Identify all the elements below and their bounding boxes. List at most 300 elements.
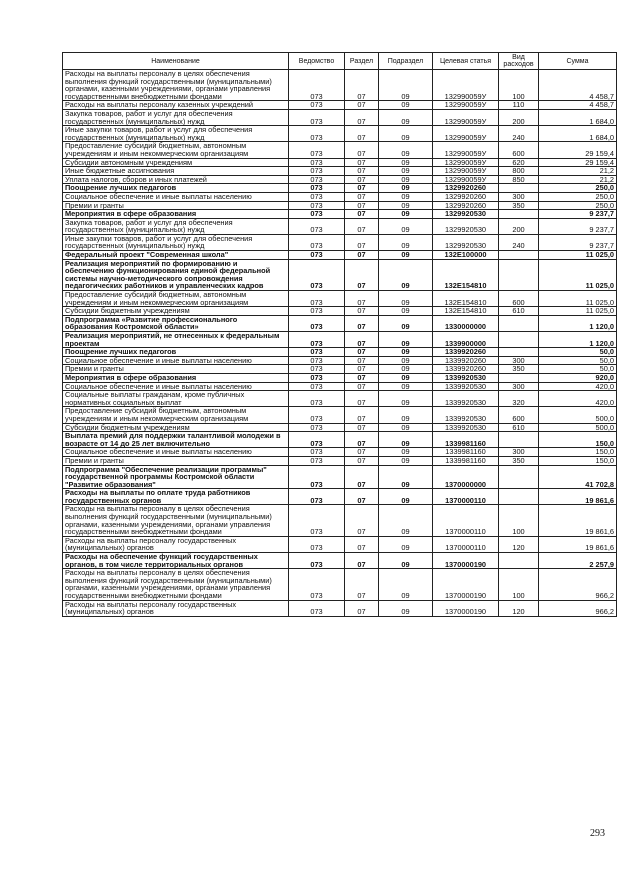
cell-vedomstvo: 073 [289,251,345,260]
cell-razdel: 07 [345,373,379,382]
cell-podrazdel: 09 [379,489,433,505]
cell-podrazdel: 09 [379,175,433,184]
cell-summa: 50,0 [539,365,617,374]
cell-razdel: 07 [345,315,379,331]
cell-celevaya-statya: 132990059У [433,175,499,184]
cell-razdel: 07 [345,423,379,432]
cell-celevaya-statya: 1370000190 [433,600,499,616]
cell-podrazdel: 09 [379,505,433,536]
cell-vedomstvo: 073 [289,184,345,193]
cell-razdel: 07 [345,407,379,423]
cell-podrazdel: 09 [379,432,433,448]
cell-summa: 9 237,7 [539,210,617,219]
cell-name: Расходы на выплаты персоналу в целях обеспечения выполнения функций государственными (муниципальными) органами, казенными учреждениями, органами управления государственными внебюджетными фондами [63,70,289,101]
cell-razdel: 07 [345,251,379,260]
cell-podrazdel: 09 [379,291,433,307]
cell-razdel: 07 [345,70,379,101]
cell-razdel: 07 [345,348,379,357]
cell-celevaya-statya: 1329920530 [433,234,499,250]
cell-celevaya-statya: 1339920530 [433,423,499,432]
table-row [63,505,617,536]
cell-summa: 150,0 [539,448,617,457]
header-vedomstvo: Ведомство [289,53,345,70]
cell-podrazdel: 09 [379,192,433,201]
cell-summa: 19 861,6 [539,536,617,552]
header-podrazdel: Подраздел [379,53,433,70]
header-summa: Сумма [539,53,617,70]
cell-summa: 11 025,0 [539,259,617,290]
cell-podrazdel: 09 [379,184,433,193]
cell-podrazdel: 09 [379,569,433,600]
cell-vid-raskhodov: 620 [499,158,539,167]
cell-vedomstvo: 073 [289,101,345,110]
cell-vid-raskhodov: 610 [499,423,539,432]
cell-name: Расходы на выплаты персоналу государственных (муниципальных) органов [63,600,289,616]
cell-vedomstvo: 073 [289,407,345,423]
cell-vedomstvo: 073 [289,70,345,101]
cell-summa: 9 237,7 [539,218,617,234]
cell-summa: 50,0 [539,356,617,365]
cell-razdel: 07 [345,218,379,234]
cell-podrazdel: 09 [379,251,433,260]
cell-podrazdel: 09 [379,373,433,382]
cell-vedomstvo: 073 [289,234,345,250]
cell-summa: 966,2 [539,569,617,600]
cell-vedomstvo: 073 [289,109,345,125]
table-row [63,332,617,348]
cell-name: Федеральный проект "Современная школа" [63,251,289,260]
cell-podrazdel: 09 [379,101,433,110]
cell-name: Выплата премий для поддержки талантливой молодежи в возрасте от 14 до 25 лет включительно [63,432,289,448]
cell-name: Премии и гранты [63,201,289,210]
cell-summa: 9 237,7 [539,234,617,250]
cell-name: Премии и гранты [63,456,289,465]
cell-razdel: 07 [345,234,379,250]
cell-vedomstvo: 073 [289,175,345,184]
cell-podrazdel: 09 [379,456,433,465]
cell-vid-raskhodov [499,332,539,348]
cell-vedomstvo: 073 [289,391,345,407]
cell-vedomstvo: 073 [289,448,345,457]
cell-razdel: 07 [345,432,379,448]
cell-summa: 19 861,6 [539,505,617,536]
cell-vedomstvo: 073 [289,382,345,391]
cell-razdel: 07 [345,553,379,569]
cell-celevaya-statya: 132E100000 [433,251,499,260]
cell-razdel: 07 [345,365,379,374]
cell-summa: 420,0 [539,382,617,391]
cell-vid-raskhodov: 600 [499,407,539,423]
table-row [63,569,617,600]
cell-vid-raskhodov [499,373,539,382]
cell-razdel: 07 [345,192,379,201]
table-row [63,536,617,552]
cell-celevaya-statya: 1370000110 [433,489,499,505]
cell-summa: 29 159,4 [539,142,617,158]
table-row [63,126,617,142]
cell-summa: 4 458,7 [539,70,617,101]
cell-razdel: 07 [345,291,379,307]
cell-vid-raskhodov [499,251,539,260]
cell-name: Уплата налогов, сборов и иных платежей [63,175,289,184]
cell-vid-raskhodov [499,489,539,505]
cell-vedomstvo: 073 [289,505,345,536]
cell-razdel: 07 [345,126,379,142]
cell-summa: 1 684,0 [539,126,617,142]
cell-vedomstvo: 073 [289,373,345,382]
cell-vedomstvo: 073 [289,332,345,348]
cell-celevaya-statya: 1339981160 [433,456,499,465]
cell-name: Поощрение лучших педагогов [63,348,289,357]
cell-celevaya-statya: 1329920530 [433,210,499,219]
cell-celevaya-statya: 132990059У [433,109,499,125]
cell-name: Закупка товаров, работ и услуг для обеспечения государственных (муниципальных) нужд [63,109,289,125]
cell-name: Социальное обеспечение и иные выплаты населению [63,192,289,201]
cell-vid-raskhodov: 850 [499,175,539,184]
cell-celevaya-statya: 132990059У [433,70,499,101]
cell-vid-raskhodov: 200 [499,109,539,125]
cell-summa: 41 702,8 [539,465,617,489]
cell-vid-raskhodov [499,432,539,448]
cell-vid-raskhodov: 300 [499,448,539,457]
cell-razdel: 07 [345,109,379,125]
cell-vedomstvo: 073 [289,423,345,432]
cell-vedomstvo: 073 [289,356,345,365]
cell-celevaya-statya: 1370000110 [433,505,499,536]
cell-vid-raskhodov: 320 [499,391,539,407]
cell-celevaya-statya: 1329920260 [433,192,499,201]
table-row [63,373,617,382]
cell-summa: 1 120,0 [539,332,617,348]
cell-name: Предоставление субсидий бюджетным, автономным учреждениям и иным некоммерческим организациям [63,407,289,423]
cell-celevaya-statya: 132E154810 [433,307,499,316]
cell-name: Мероприятия в сфере образования [63,210,289,219]
cell-podrazdel: 09 [379,465,433,489]
cell-podrazdel: 09 [379,348,433,357]
cell-vid-raskhodov: 350 [499,201,539,210]
cell-name: Субсидии бюджетным учреждениям [63,423,289,432]
cell-celevaya-statya: 1339920260 [433,365,499,374]
table-row [63,448,617,457]
cell-vedomstvo: 073 [289,307,345,316]
cell-summa: 50,0 [539,348,617,357]
table-row [63,259,617,290]
cell-razdel: 07 [345,569,379,600]
cell-vedomstvo: 073 [289,126,345,142]
table-row [63,234,617,250]
cell-razdel: 07 [345,167,379,176]
cell-name: Подпрограмма "Обеспечение реализации программы" государственной программы Костромской области "Развитие образования" [63,465,289,489]
cell-podrazdel: 09 [379,407,433,423]
cell-razdel: 07 [345,307,379,316]
cell-name: Субсидии бюджетным учреждениям [63,307,289,316]
table-row [63,291,617,307]
cell-celevaya-statya: 1329920260 [433,201,499,210]
cell-vid-raskhodov [499,210,539,219]
cell-vid-raskhodov: 800 [499,167,539,176]
cell-name: Расходы на выплаты по оплате труда работников государственных органов [63,489,289,505]
cell-name: Социальные выплаты гражданам, кроме публичных нормативных социальных выплат [63,391,289,407]
cell-name: Социальное обеспечение и иные выплаты населению [63,356,289,365]
cell-vid-raskhodov: 300 [499,192,539,201]
cell-vid-raskhodov: 110 [499,101,539,110]
cell-name: Расходы на выплаты персоналу казенных учреждений [63,101,289,110]
header-name: Наименование [63,53,289,70]
cell-razdel: 07 [345,448,379,457]
cell-name: Иные бюджетные ассигнования [63,167,289,176]
cell-celevaya-statya: 1370000000 [433,465,499,489]
table-row [63,489,617,505]
cell-vedomstvo: 073 [289,315,345,331]
table-row [63,553,617,569]
cell-vedomstvo: 073 [289,465,345,489]
cell-podrazdel: 09 [379,158,433,167]
cell-vid-raskhodov: 300 [499,382,539,391]
cell-name: Социальное обеспечение и иные выплаты населению [63,448,289,457]
cell-name: Мероприятия в сфере образования [63,373,289,382]
cell-celevaya-statya: 1339920530 [433,382,499,391]
cell-vid-raskhodov: 600 [499,142,539,158]
cell-vedomstvo: 073 [289,167,345,176]
table-row [63,465,617,489]
cell-vid-raskhodov: 300 [499,356,539,365]
cell-podrazdel: 09 [379,356,433,365]
cell-razdel: 07 [345,505,379,536]
cell-vedomstvo: 073 [289,432,345,448]
cell-summa: 29 159,4 [539,158,617,167]
cell-vid-raskhodov: 120 [499,600,539,616]
cell-razdel: 07 [345,465,379,489]
cell-vid-raskhodov [499,465,539,489]
budget-table [62,52,617,617]
cell-summa: 21,2 [539,175,617,184]
header-razdel: Раздел [345,53,379,70]
cell-name: Предоставление субсидий бюджетным, автономным учреждениям и иным некоммерческим организациям [63,142,289,158]
cell-vid-raskhodov: 200 [499,218,539,234]
cell-vedomstvo: 073 [289,142,345,158]
cell-razdel: 07 [345,210,379,219]
cell-razdel: 07 [345,158,379,167]
cell-podrazdel: 09 [379,600,433,616]
cell-vid-raskhodov: 350 [499,365,539,374]
cell-podrazdel: 09 [379,448,433,457]
cell-podrazdel: 09 [379,536,433,552]
cell-name: Иные закупки товаров, работ и услуг для обеспечения государственных (муниципальных) нужд [63,126,289,142]
cell-vid-raskhodov [499,315,539,331]
cell-celevaya-statya: 132990059У [433,126,499,142]
cell-name: Премии и гранты [63,365,289,374]
cell-vid-raskhodov: 120 [499,536,539,552]
cell-celevaya-statya: 1339920260 [433,348,499,357]
cell-celevaya-statya: 132990059У [433,158,499,167]
cell-razdel: 07 [345,489,379,505]
table-row [63,142,617,158]
cell-name: Субсидии автономным учреждениям [63,158,289,167]
cell-podrazdel: 09 [379,315,433,331]
cell-name: Поощрение лучших педагогов [63,184,289,193]
cell-celevaya-statya: 1330000000 [433,315,499,331]
cell-name: Расходы на выплаты персоналу в целях обеспечения выполнения функций государственными (муниципальными) органами, казенными учреждениями, органами управления государственными внебюджетными фондами [63,569,289,600]
cell-summa: 250,0 [539,192,617,201]
header-vid-raskhodov: Вид расходов [499,53,539,70]
cell-razdel: 07 [345,259,379,290]
table-body [63,70,617,617]
cell-summa: 1 120,0 [539,315,617,331]
cell-celevaya-statya: 1370000190 [433,569,499,600]
cell-razdel: 07 [345,142,379,158]
cell-vedomstvo: 073 [289,536,345,552]
cell-podrazdel: 09 [379,142,433,158]
cell-summa: 150,0 [539,432,617,448]
cell-summa: 250,0 [539,201,617,210]
table-header-row [63,53,617,70]
cell-celevaya-statya: 1329920530 [433,218,499,234]
cell-podrazdel: 09 [379,423,433,432]
cell-razdel: 07 [345,356,379,365]
cell-vedomstvo: 073 [289,218,345,234]
cell-vedomstvo: 073 [289,569,345,600]
cell-vedomstvo: 073 [289,291,345,307]
table-row [63,315,617,331]
cell-podrazdel: 09 [379,365,433,374]
cell-celevaya-statya: 1339900000 [433,332,499,348]
cell-podrazdel: 09 [379,234,433,250]
table-row [63,192,617,201]
table-row [63,391,617,407]
cell-name: Реализация мероприятий, не отнесенных к федеральным проектам [63,332,289,348]
table-row [63,109,617,125]
cell-vid-raskhodov: 610 [499,307,539,316]
cell-vedomstvo: 073 [289,365,345,374]
cell-podrazdel: 09 [379,391,433,407]
table-row [63,210,617,219]
cell-celevaya-statya: 132990059У [433,167,499,176]
cell-celevaya-statya: 1339920530 [433,373,499,382]
cell-celevaya-statya: 1339981160 [433,448,499,457]
cell-podrazdel: 09 [379,201,433,210]
cell-celevaya-statya: 1329920260 [433,184,499,193]
table-row [63,356,617,365]
cell-celevaya-statya: 132E154810 [433,291,499,307]
cell-vedomstvo: 073 [289,489,345,505]
cell-summa: 2 257,9 [539,553,617,569]
cell-vid-raskhodov: 240 [499,234,539,250]
cell-vid-raskhodov: 100 [499,569,539,600]
cell-summa: 150,0 [539,456,617,465]
cell-razdel: 07 [345,536,379,552]
cell-celevaya-statya: 1370000110 [433,536,499,552]
cell-celevaya-statya: 1339920530 [433,407,499,423]
cell-podrazdel: 09 [379,70,433,101]
cell-vedomstvo: 073 [289,192,345,201]
cell-podrazdel: 09 [379,126,433,142]
table-row [63,348,617,357]
cell-summa: 19 861,6 [539,489,617,505]
cell-podrazdel: 09 [379,218,433,234]
cell-name: Иные закупки товаров, работ и услуг для обеспечения государственных (муниципальных) нужд [63,234,289,250]
cell-summa: 11 025,0 [539,307,617,316]
cell-vid-raskhodov: 600 [499,291,539,307]
cell-podrazdel: 09 [379,109,433,125]
cell-vedomstvo: 073 [289,553,345,569]
cell-podrazdel: 09 [379,332,433,348]
cell-razdel: 07 [345,391,379,407]
cell-celevaya-statya: 1339920530 [433,391,499,407]
table-row [63,218,617,234]
cell-vid-raskhodov: 100 [499,505,539,536]
cell-vid-raskhodov: 350 [499,456,539,465]
cell-summa: 966,2 [539,600,617,616]
cell-razdel: 07 [345,332,379,348]
page-number: 293 [590,828,605,839]
cell-vedomstvo: 073 [289,600,345,616]
cell-summa: 11 025,0 [539,251,617,260]
table-row [63,456,617,465]
cell-name: Закупка товаров, работ и услуг для обеспечения государственных (муниципальных) нужд [63,218,289,234]
cell-summa: 420,0 [539,391,617,407]
cell-summa: 4 458,7 [539,101,617,110]
cell-podrazdel: 09 [379,210,433,219]
cell-summa: 11 025,0 [539,291,617,307]
cell-vedomstvo: 073 [289,259,345,290]
table-row [63,600,617,616]
cell-name: Подпрограмма «Развитие профессионального образования Костромской области» [63,315,289,331]
cell-podrazdel: 09 [379,259,433,290]
cell-name: Реализация мероприятий по формированию и обеспечению функционирования единой федеральной системы научно-методического сопровождения педагогических работников и управленческих кадров [63,259,289,290]
table-row [63,167,617,176]
cell-podrazdel: 09 [379,307,433,316]
cell-summa: 1 684,0 [539,109,617,125]
cell-summa: 21,2 [539,167,617,176]
cell-razdel: 07 [345,175,379,184]
cell-vedomstvo: 073 [289,210,345,219]
cell-summa: 500,0 [539,407,617,423]
cell-vedomstvo: 073 [289,201,345,210]
cell-summa: 920,0 [539,373,617,382]
cell-vedomstvo: 073 [289,456,345,465]
cell-celevaya-statya: 1339981160 [433,432,499,448]
cell-vedomstvo: 073 [289,158,345,167]
cell-celevaya-statya: 132990059У [433,101,499,110]
cell-summa: 250,0 [539,184,617,193]
cell-podrazdel: 09 [379,553,433,569]
cell-razdel: 07 [345,600,379,616]
cell-celevaya-statya: 132990059У [433,142,499,158]
cell-vid-raskhodov [499,553,539,569]
cell-celevaya-statya: 1370000190 [433,553,499,569]
table-row [63,432,617,448]
cell-celevaya-statya: 1339920260 [433,356,499,365]
table-row [63,251,617,260]
cell-vid-raskhodov: 100 [499,70,539,101]
cell-razdel: 07 [345,201,379,210]
cell-summa: 500,0 [539,423,617,432]
cell-razdel: 07 [345,456,379,465]
cell-vid-raskhodov [499,259,539,290]
table-row [63,70,617,101]
cell-razdel: 07 [345,184,379,193]
cell-name: Предоставление субсидий бюджетным, автономным учреждениям и иным некоммерческим организациям [63,291,289,307]
cell-vid-raskhodov [499,348,539,357]
cell-razdel: 07 [345,382,379,391]
cell-vid-raskhodov: 240 [499,126,539,142]
cell-name: Расходы на выплаты персоналу государственных (муниципальных) органов [63,536,289,552]
cell-name: Расходы на выплаты персоналу в целях обеспечения выполнения функций государственными (муниципальными) органами, казенными учреждениями, органами управления государственными внебюджетными фондами [63,505,289,536]
cell-name: Социальное обеспечение и иные выплаты населению [63,382,289,391]
cell-vedomstvo: 073 [289,348,345,357]
cell-razdel: 07 [345,101,379,110]
cell-podrazdel: 09 [379,167,433,176]
